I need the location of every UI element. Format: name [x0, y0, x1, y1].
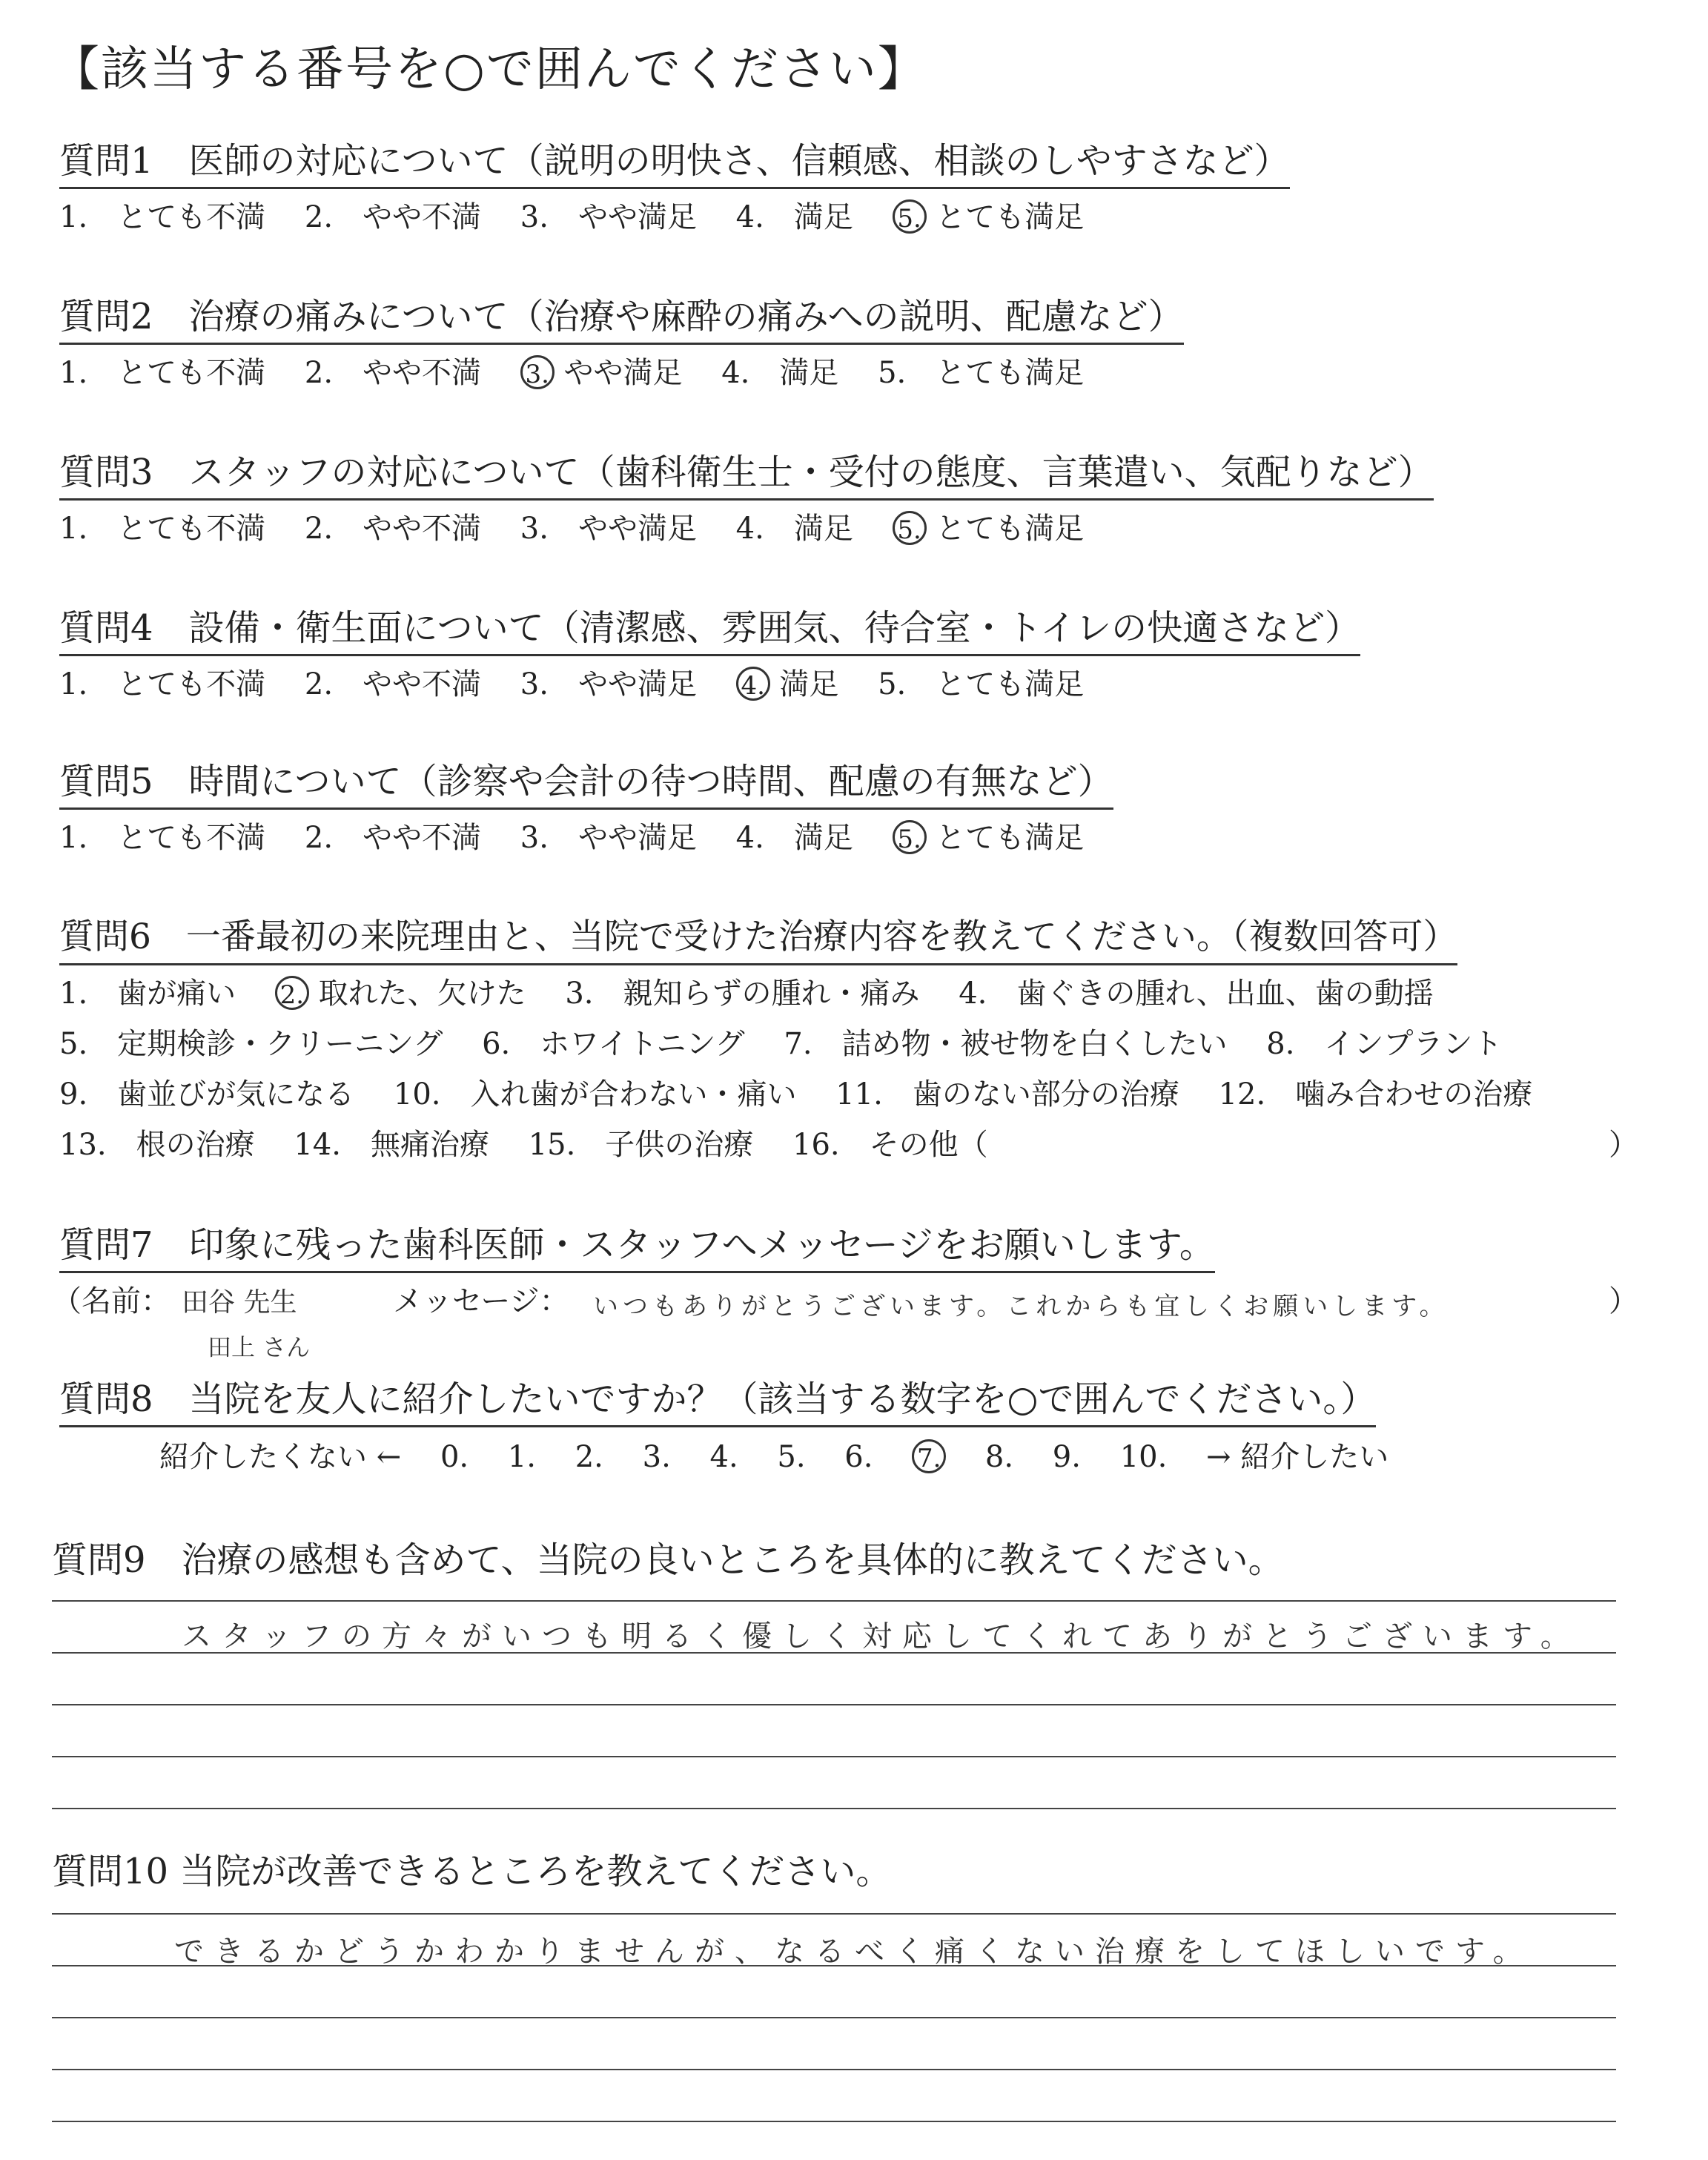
circled-option[interactable]: 4. — [736, 667, 770, 701]
option[interactable]: 3. やや満足 — [520, 200, 697, 234]
question-7-title: 質問7 印象に残った歯科医師・スタッフへメッセージをお願いします。 — [59, 1223, 1215, 1273]
question-9-title: 質問9 治療の感想も含めて、当院の良いところを具体的に教えてください。 — [52, 1539, 1284, 1581]
scale-number[interactable]: 10. — [1119, 1440, 1168, 1474]
answer-line — [52, 1756, 1616, 1757]
scale-number[interactable]: 1. — [507, 1440, 537, 1474]
option[interactable]: 5. とても満足 — [878, 667, 1085, 701]
option[interactable]: 1. とても不満 — [59, 512, 266, 546]
handwritten-message[interactable]: いつもありがとうございます。これからも宜しくお願いします。 — [593, 1292, 1449, 1321]
question-3-options — [59, 510, 1084, 547]
option[interactable]: 5. 定期検診・クリーニング — [59, 1027, 443, 1061]
option[interactable]: とても満足 — [936, 821, 1085, 855]
question-4-options — [59, 666, 1084, 703]
option[interactable]: とても満足 — [936, 200, 1085, 234]
option[interactable]: 1. とても不満 — [59, 356, 266, 390]
option[interactable]: 6. ホワイトニング — [482, 1027, 745, 1061]
circled-option[interactable]: 2. — [275, 976, 309, 1010]
answer-line — [52, 1913, 1616, 1915]
message-label: メッセージ： — [393, 1284, 569, 1318]
option[interactable]: 13. 根の治療 — [59, 1128, 255, 1162]
option[interactable]: 16. その他（ — [792, 1128, 988, 1162]
question-2-title: 質問2 治療の痛みについて（治療や麻酔の痛みへの説明、配慮など） — [59, 295, 1184, 345]
option[interactable]: 2. やや不満 — [304, 200, 482, 234]
question-2-options — [59, 354, 1084, 392]
option[interactable]: 満足 — [779, 667, 839, 701]
handwritten-name-2[interactable]: 田上 さん — [208, 1333, 311, 1361]
option[interactable]: 3. やや満足 — [520, 512, 697, 546]
scale-number[interactable]: 2. — [575, 1440, 603, 1474]
option[interactable]: 取れた、欠けた — [318, 977, 526, 1011]
question-1-options — [59, 199, 1084, 236]
scale-right-label: → 紹介したい — [1206, 1440, 1389, 1474]
option[interactable]: 1. とても不満 — [59, 821, 266, 855]
answer-line — [52, 2017, 1616, 2018]
question-5-title: 質問5 時間について（診察や会計の待つ時間、配慮の有無など） — [59, 760, 1113, 810]
option[interactable]: 1. とても不満 — [59, 200, 266, 234]
circled-option[interactable]: 5. — [893, 199, 927, 234]
question-4-title: 質問4 設備・衛生面について（清潔感、雰囲気、待合室・トイレの快適さなど） — [59, 607, 1360, 656]
question-8-title: 質問8 当院を友人に紹介したいですか？（該当する数字を○で囲んでください。） — [59, 1378, 1376, 1427]
option[interactable]: 4. 満足 — [735, 512, 853, 546]
answer-line — [52, 1965, 1616, 1966]
option[interactable]: 4. 満足 — [721, 356, 839, 390]
option[interactable]: 1. とても不満 — [59, 667, 266, 701]
question-6-title: 質問6 一番最初の来院理由と、当院で受けた治療内容を教えてください。（複数回答可） — [59, 916, 1457, 965]
answer-line — [52, 2069, 1616, 2070]
option[interactable]: 3. やや満足 — [520, 821, 697, 855]
other-close-paren: ） — [1609, 1128, 1638, 1162]
option[interactable]: 4. 満足 — [735, 821, 853, 855]
handwritten-name-1[interactable]: 田谷 先生 — [182, 1287, 297, 1318]
answer-line — [52, 2121, 1616, 2122]
scale-number[interactable]: 4. — [709, 1440, 738, 1474]
option[interactable]: 12. 噛み合わせの治療 — [1218, 1077, 1533, 1112]
message-close-paren: ） — [1609, 1284, 1638, 1318]
option[interactable]: 3. やや満足 — [520, 667, 697, 701]
option[interactable]: 4. 歯ぐきの腫れ、出血、歯の動揺 — [959, 977, 1434, 1011]
page-title: 【該当する番号を○で囲んでください】 — [52, 42, 927, 97]
question-1-title: 質問1 医師の対応について（説明の明快さ、信頼感、相談のしやすさなど） — [59, 139, 1290, 189]
question-10-title: 質問10 当院が改善できるところを教えてください。 — [52, 1851, 892, 1892]
question-6-row-2 — [59, 1025, 1502, 1063]
circled-option[interactable]: 5. — [893, 820, 927, 854]
option[interactable]: とても満足 — [936, 512, 1085, 546]
option[interactable]: 15. 子供の治療 — [528, 1128, 754, 1162]
scale-left-label: 紹介したくない ← — [159, 1440, 402, 1474]
option[interactable]: 9. 歯並びが気になる — [59, 1077, 355, 1112]
question-3-title: 質問3 スタッフの対応について（歯科衛生士・受付の態度、言葉遣い、気配りなど） — [59, 451, 1434, 501]
question-6-row-1 — [59, 975, 1434, 1012]
scale-number[interactable]: 5. — [777, 1440, 806, 1474]
name-label: （名前： — [52, 1284, 171, 1318]
handwritten-answer-10[interactable]: できるかどうかわかりませんが、なるべく痛くない治療をしてほしいです。 — [174, 1935, 1533, 1969]
option[interactable]: 14. 無痛治療 — [294, 1128, 489, 1162]
option[interactable]: 2. やや不満 — [304, 821, 482, 855]
answer-line — [52, 1704, 1616, 1705]
answer-line — [52, 1808, 1616, 1809]
option[interactable]: 1. 歯が痛い — [59, 977, 236, 1011]
answer-line — [52, 1600, 1616, 1602]
option[interactable]: 8. インプラント — [1266, 1027, 1503, 1061]
option[interactable]: 5. とても満足 — [878, 356, 1085, 390]
scale-number[interactable]: 9. — [1052, 1440, 1081, 1474]
question-6-row-3 — [59, 1076, 1532, 1113]
circled-scale-number[interactable]: 7. — [912, 1439, 946, 1473]
option[interactable]: 11. 歯のない部分の治療 — [835, 1077, 1179, 1112]
option[interactable]: 2. やや不満 — [304, 356, 482, 390]
option[interactable]: やや満足 — [563, 356, 683, 390]
answer-line — [52, 1652, 1616, 1654]
option[interactable]: 2. やや不満 — [304, 512, 482, 546]
question-8-scale — [159, 1439, 1388, 1476]
option[interactable]: 10. 入れ歯が合わない・痛い — [393, 1077, 797, 1112]
question-5-options — [59, 819, 1084, 856]
scale-number[interactable]: 6. — [844, 1440, 873, 1474]
question-6-row-4 — [59, 1126, 988, 1163]
option[interactable]: 3. 親知らずの腫れ・痛み — [565, 977, 920, 1011]
scale-number[interactable]: 0. — [440, 1440, 469, 1474]
handwritten-answer-9[interactable]: スタッフの方々がいつも明るく優しく対応してくれてありがとうございます。 — [182, 1619, 1580, 1654]
option[interactable]: 7. 詰め物・被せ物を白くしたい — [784, 1027, 1228, 1061]
scale-number[interactable]: 3. — [642, 1440, 671, 1474]
option[interactable]: 4. 満足 — [735, 200, 853, 234]
option[interactable]: 2. やや不満 — [304, 667, 482, 701]
scale-number[interactable]: 8. — [984, 1440, 1014, 1474]
circled-option[interactable]: 5. — [893, 511, 927, 545]
circled-option[interactable]: 3. — [520, 355, 555, 389]
